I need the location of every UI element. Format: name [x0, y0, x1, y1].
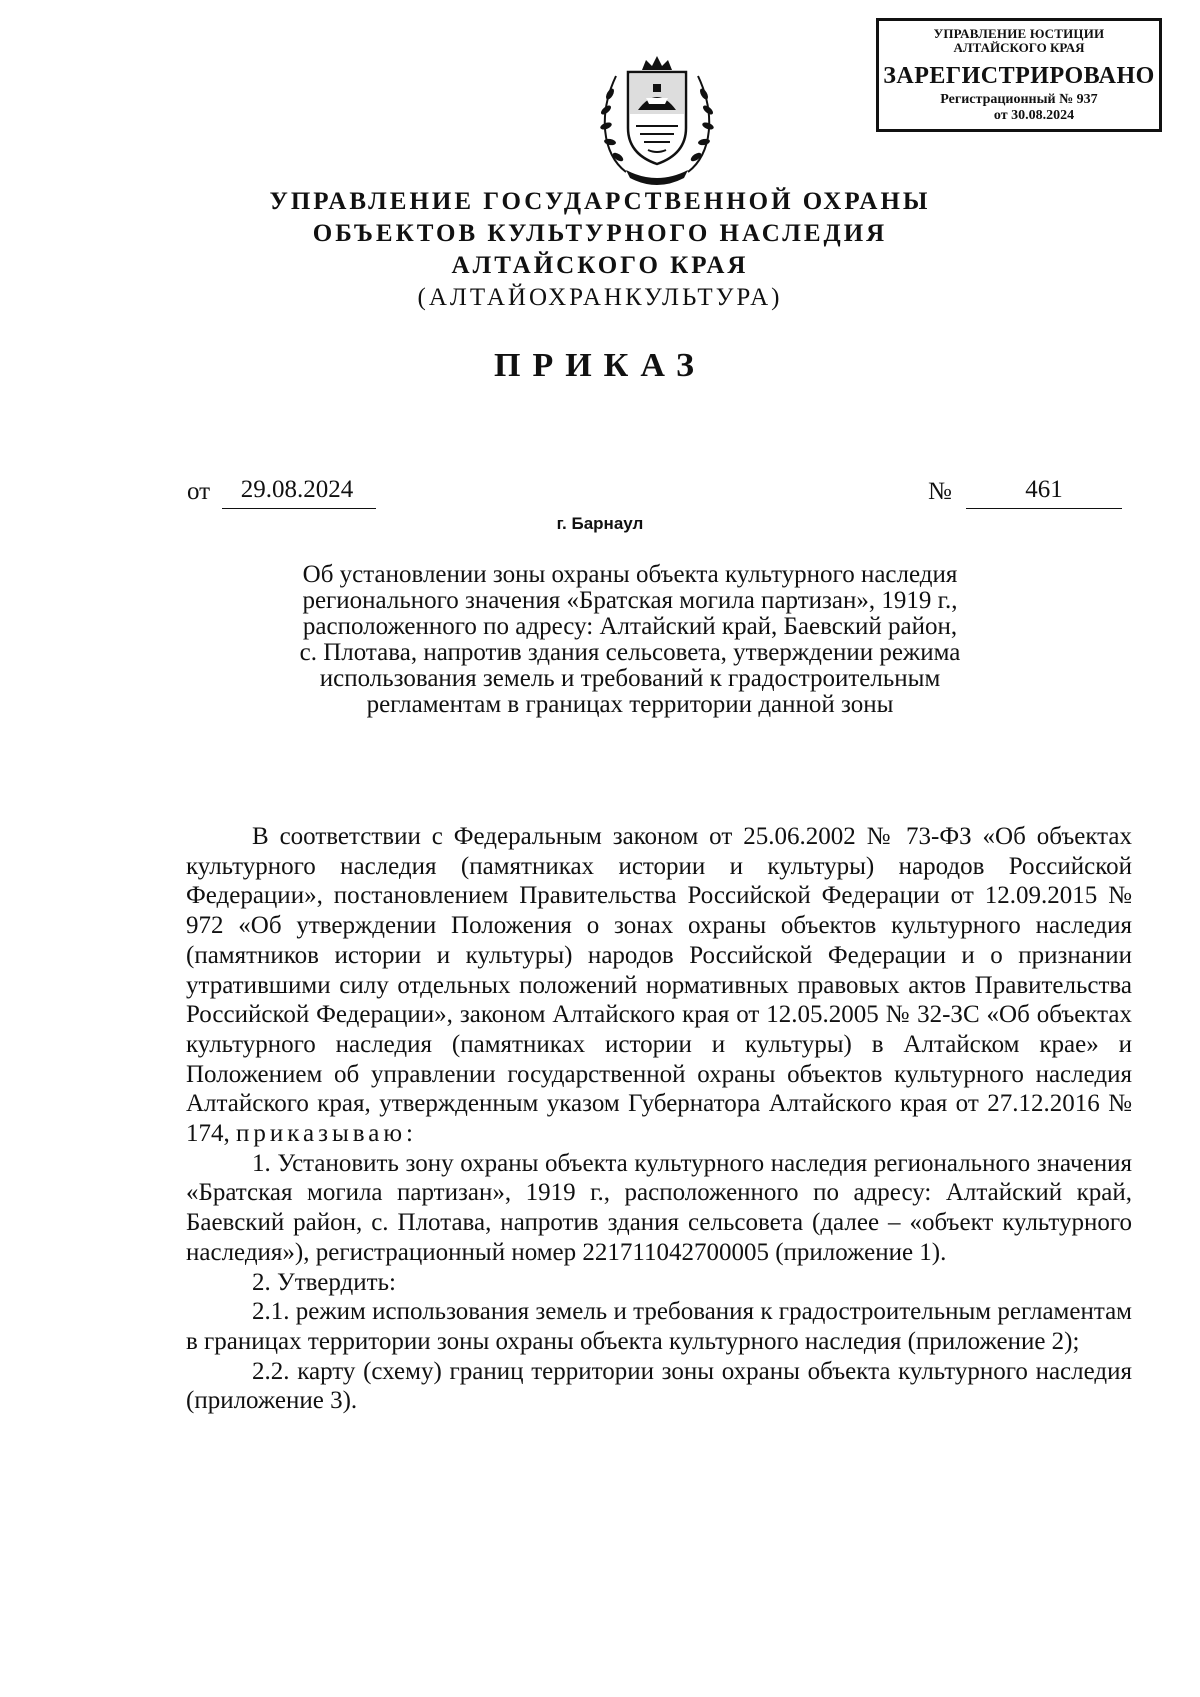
preamble-paragraph: [186, 822, 1132, 1149]
item-1: 1. Установить зону охраны объекта культурного наследия регионального значения «Братская могила партизан», 1919 г., расположенного по адресу: Алтайский край, Баевский район, с. Плотава, напротив здания сельсовета (далее – «объект культурного наследия»), регистрационный номер 221711042700005 (приложение 1).: [186, 1149, 1132, 1266]
order-subject: [190, 562, 1070, 718]
order-word: приказываю:: [236, 1120, 417, 1148]
order-date: 29.08.2024: [240, 476, 354, 503]
number-label: №: [928, 478, 952, 505]
preamble-text: В соответствии с Федеральным законом от 25.06.2002 № 73-ФЗ «Об объектах культурного наследия (памятниках истории и культуры) народов Российской Федерации», постановлением Правительства Российской Федерации от 12.09.2015 № 972 «Об утверждении Положения о зонах охраны объектов культурного наследия (памятников истории и культуры) народов Российской Федерации и о признании утратившими силу отдельных положений нормативных правовых актов Правительства Российской Федерации», законом Алтайского края от 12.05.2005 № 32-ЗС «Об объектах культурного наследия (памятниках истории и культуры) в Алтайском крае» и Положением об управлении государственной охраны объектов культурного наследия Алтайского края, утвержденным указом Губернатора Алтайского края от 27.12.2016 № 174,: [186, 823, 1132, 1148]
org-name-line-3: АЛТАЙСКОГО КРАЯ: [451, 252, 749, 279]
stamp-status: ЗАРЕГИСТРИРОВАНО: [883, 63, 1155, 89]
date-underline: [222, 508, 376, 509]
stamp-reg-number: Регистрационный № 937: [940, 92, 1098, 107]
number-underline: [966, 508, 1122, 509]
document-type-title: ПРИКАЗ: [494, 347, 706, 384]
item-2: 2. Утвердить:: [252, 1268, 396, 1296]
stamp-region: АЛТАЙСКОГО КРАЯ: [953, 40, 1085, 55]
org-name-line-1: УПРАВЛЕНИЕ ГОСУДАРСТВЕННОЙ ОХРАНЫ: [269, 188, 931, 215]
date-label: от: [187, 478, 211, 505]
subject-line: расположенного по адресу: Алтайский край, Баевский район,: [302, 613, 958, 640]
item-2-1: 2.1. режим использования земель и требования к градостроительным регламентам в границах территории зоны охраны объекта культурного наследия (приложение 2);: [186, 1298, 1132, 1355]
order-number: 461: [1025, 476, 1063, 503]
subject-line: использования земель и требований к градостроительным: [319, 665, 941, 692]
subject-line: Об установлении зоны охраны объекта культурного наследия: [302, 561, 958, 588]
subject-line: регламентам в границах территории данной зоны: [366, 691, 894, 718]
subject-line: с. Плотава, напротив здания сельсовета, утверждении режима: [299, 639, 961, 666]
stamp-authority: УПРАВЛЕНИЕ ЮСТИЦИИ: [933, 26, 1105, 41]
order-body: [186, 822, 1132, 1416]
stamp-reg-date: от 30.08.2024: [993, 108, 1075, 123]
org-name-line-2: ОБЪЕКТОВ КУЛЬТУРНОГО НАСЛЕДИЯ: [312, 220, 888, 247]
org-abbreviation: (АЛТАЙОХРАНКУЛЬТУРА): [417, 284, 783, 311]
subject-line: регионального значения «Братская могила партизан», 1919 г.,: [302, 587, 958, 614]
registration-stamp: [876, 18, 1162, 132]
altai-krai-coat-of-arms-icon: [596, 54, 718, 188]
city-name: г. Барнаул: [556, 514, 644, 533]
item-2-2: 2.2. карту (схему) границ территории зоны охраны объекта культурного наследия (приложение 3).: [186, 1357, 1132, 1415]
